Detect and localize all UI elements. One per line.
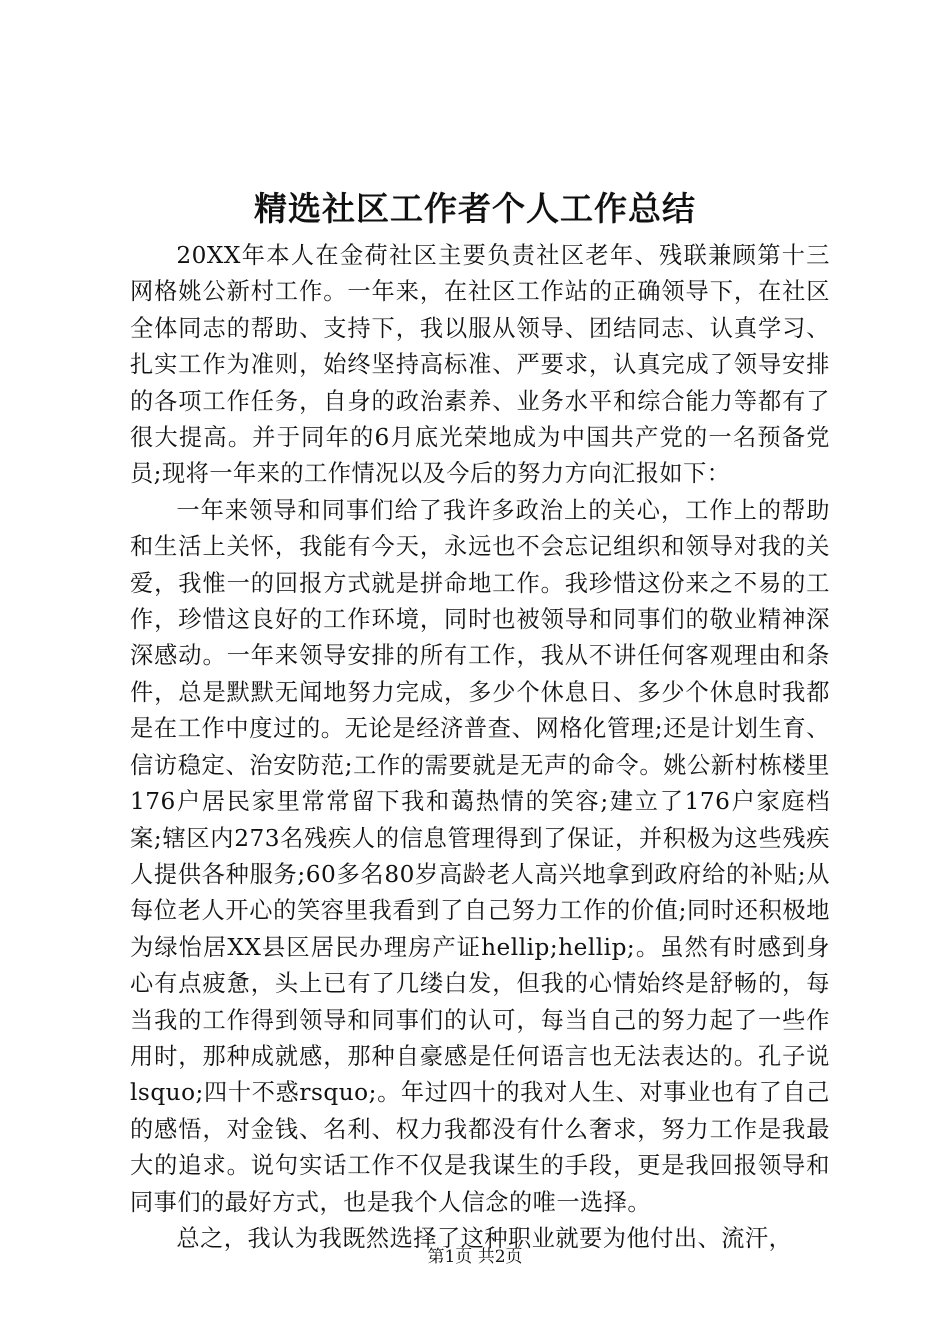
paragraph-2: 一年来领导和同事们给了我许多政治上的关心，工作上的帮助和生活上关怀，我能有今天，永远也不会忘记组织和领导对我的关爱，我惟一的回报方式就是拼命地工作。我珍惜这份来之不易的工作，珍惜这良好的工作环境，同时也被领导和同事们的敬业精神深深感动。一年来领导安排的所有工作，我从不讲任何客观理由和条件，总是默默无闻地努力完成，多少个休息日、多少个休息时我都是在工作中度过的。无论是经济普查、网格化管理;还是计划生育、信访稳定、治安防范;工作的需要就是无声的命令。姚公新村栋楼里176户居民家里常常留下我和蔼热情的笑容;建立了176户家庭档案;辖区内273名残疾人的信息管理得到了保证，并积极为这些残疾人提供各种服务;60多名80岁高龄老人高兴地拿到政府给的补贴;从每位老人开心的笑容里我看到了自己努力工作的价值;同时还积极地为绿怡居XX县区居民办理房产证hellip;hellip;。虽然有时感到身心有点疲惫，头上已有了几缕白发，但我的心情始终是舒畅的，每当我的工作得到领导和同事们的认可，每当自己的努力起了一些作用时，那种成就感，那种自豪感是任何语言也无法表达的。孔子说lsquo;四十不惑rsquo;。年过四十的我对人生、对事业也有了自己的感悟，对金钱、名利、权力我都没有什么奢求，努力工作是我最大的追求。说句实话工作不仅是我谋生的手段，更是我回报领导和同事们的最好方式，也是我个人信念的唯一选择。 <box>130 496 830 1216</box>
document-title: 精选社区工作者个人工作总结 <box>254 189 696 228</box>
document-body <box>130 238 830 1257</box>
paragraph-1: 20XX年本人在金荷社区主要负责社区老年、残联兼顾第十三网格姚公新村工作。一年来，在社区工作站的正确领导下，在社区全体同志的帮助、支持下，我以服从领导、团结同志、认真学习、扎实工作为准则，始终坚持高标准、严要求，认真完成了领导安排的各项工作任务，自身的政治素养、业务水平和综合能力等都有了很大提高。并于同年的6月底光荣地成为中国共产党的一名预备党员;现将一年来的工作情况以及今后的努力方向汇报如下： <box>130 242 830 488</box>
page-footer: 第1页 共2页 <box>427 1247 523 1267</box>
paragraph-3: 总之，我认为我既然选择了这种职业就要为他付出、流汗， <box>176 1224 793 1252</box>
